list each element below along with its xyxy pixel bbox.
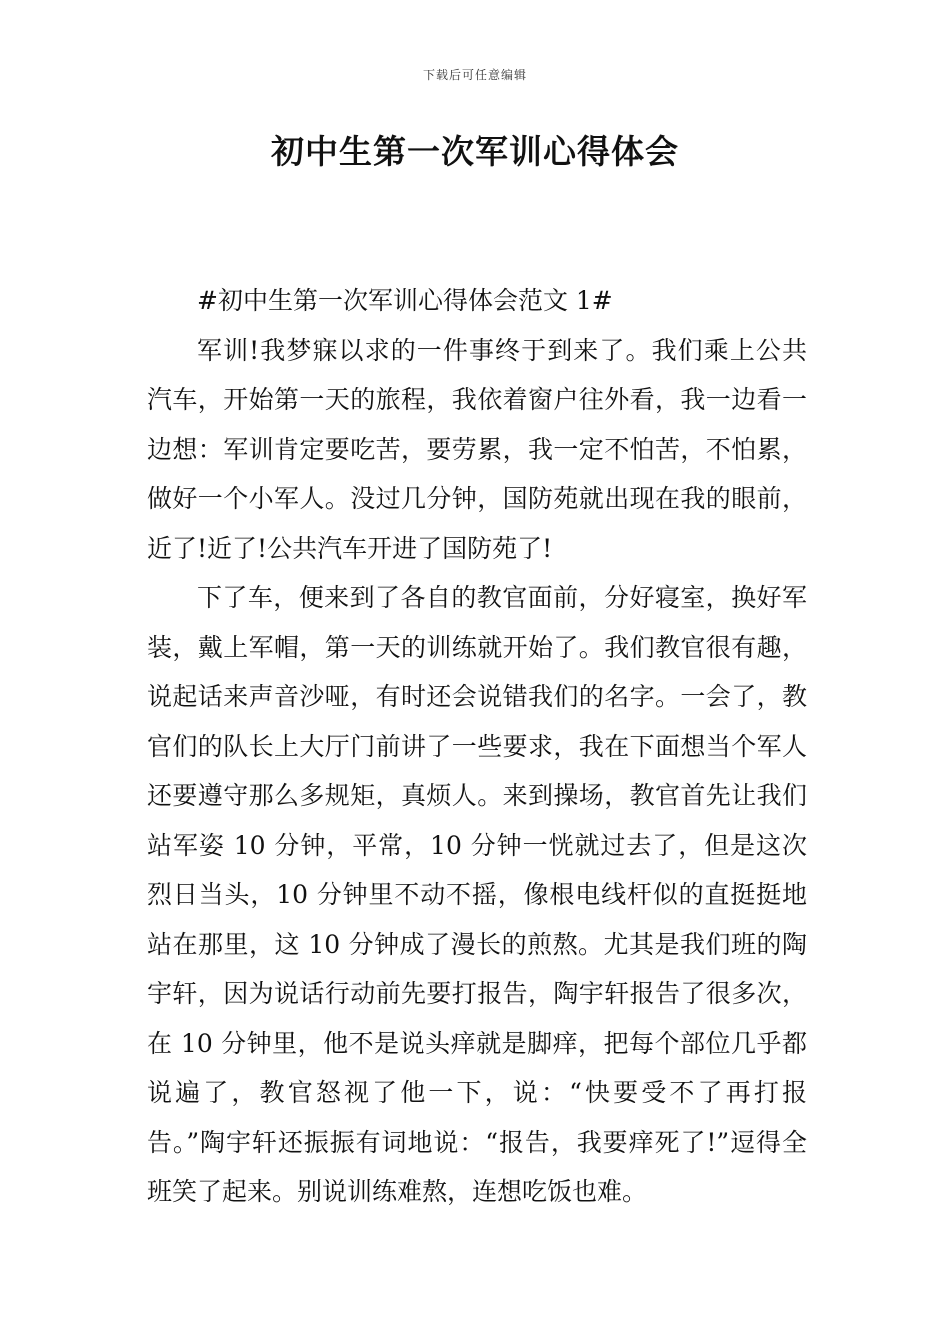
document-body — [147, 276, 807, 1217]
paragraph-1: 军训!我梦寐以求的一件事终于到来了。我们乘上公共汽车，开始第一天的旅程，我依着窗户往外看，我一边看一边想：军训肯定要吃苦，要劳累，我一定不怕苦，不怕累，做好一个小军人。没过几分钟，国防苑就出现在我的眼前，近了!近了!公共汽车开进了国防苑了! — [147, 335, 807, 563]
header-note: 下载后可任意编辑 — [422, 68, 527, 82]
section-heading: #初中生第一次军训心得体会范文 1# — [197, 286, 613, 315]
document-title: 初中生第一次军训心得体会 — [271, 132, 679, 171]
paragraph-2: 下了车，便来到了各自的教官面前，分好寝室，换好军装，戴上军帽，第一天的训练就开始了。我们教官很有趣，说起话来声音沙哑，有时还会说错我们的名字。一会了，教官们的队长上大厅门前讲了一些要求，我在下面想当个军人还要遵守那么多规矩，真烦人。来到操场，教官首先让我们站军姿 10 分钟，平常，10 分钟一恍就过去了，但是这次烈日当头，10 分钟里不动不摇，像根电线杆似的直挺挺地站在那里，这 10 分钟成了漫长的煎熬。尤其是我们班的陶宇轩，因为说话行动前先要打报告，陶宇轩报告了很多次，在 10 分钟里，他不是说头痒就是脚痒，把每个部位几乎都说遍了，教官怒视了他一下，说：“快要受不了再打报告。”陶宇轩还振振有词地说：“报告，我要痒死了!”逗得全班笑了起来。别说训练难熬，连想吃饭也难。 — [147, 583, 807, 1206]
